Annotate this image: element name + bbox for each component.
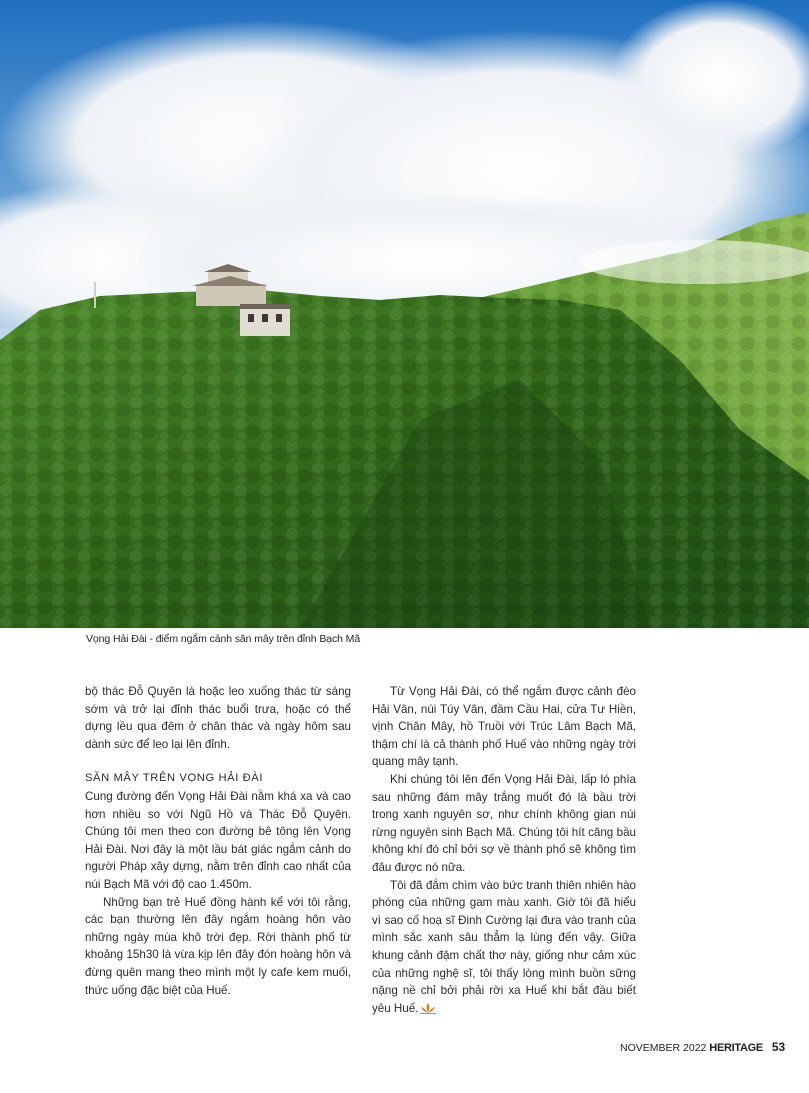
paragraph: Từ Vọng Hải Đài, có thể ngắm được cảnh đèo Hải Vân, núi Túy Vân, đầm Cầu Hai, cửa Tư Hiền, vịnh Chân Mây, hồ Truồi với Trúc Lâm Bạch Mã, thậm chí là cả thành phố Huế vào những ngày trời quang mây tạnh. [372, 685, 636, 769]
caption-text: - điểm ngắm cảnh săn mây trên đỉnh Bạch Mã [146, 633, 361, 645]
page-footer [620, 1040, 785, 1054]
magazine-brand: HERITAGE [709, 1042, 763, 1054]
paragraph-text: Tôi đã đắm chìm vào bức tranh thiên nhiên hào phóng của những gam màu xanh. Giờ tôi đã hiểu vì sao cố hoạ sĩ Đinh Cường lại đưa vào tranh của mình sắc xanh sâu thẳm lạ lùng đến vậy. Giữa khung cảnh đậm chất thơ này, giống như cảm xúc của những nghệ sĩ, tôi thấy lòng mình buồn sững nặng nề chỉ bởi phải rời xa Huế khi bắt đầu biết yêu Huế. [372, 878, 636, 1015]
article-column-right [372, 683, 636, 1017]
article-column-left [85, 683, 351, 999]
page-number: 53 [771, 1040, 786, 1054]
photo-caption [86, 633, 360, 645]
paragraph: Cung đường đến Vọng Hải Đài nằm khá xa và cao hơn nhiều so với Ngũ Hồ và Thác Đỗ Quyên. Chúng tôi men theo con đường bê tông lên Vọng Hải Đài. Nơi đây là một lầu bát giác ngắm cảnh do người Pháp xây dựng, nằm trên đỉnh cao nhất của núi Bạch Mã với độ cao 1.450m. [85, 789, 351, 891]
paragraph: bộ thác Đỗ Quyên là hoặc leo xuống thác từ sáng sớm và trở lại đỉnh thác buổi trưa, hoặc có thể dựng lều qua đêm ở chân thác và ngày hôm sau dành sức để leo lại lên đỉnh. [85, 685, 351, 751]
lotus-end-mark-icon [420, 1003, 436, 1014]
paragraph: Khi chúng tôi lên đến Vọng Hải Đài, lấp ló phía sau những đám mây trắng muốt đó là bầu trời trong xanh nguyên sơ, như chính không gian núi rừng nguyên sinh Bạch Mã. Chúng tôi hít căng bầu không khí đó chỉ bởi sợ về thành phố sẽ không tìm đâu được nó nữa. [372, 772, 636, 874]
issue-date: NOVEMBER 2022 [620, 1042, 707, 1054]
section-heading: SĂN MÂY TRÊN VỌNG HẢI ĐÀI [85, 772, 264, 785]
paragraph: Những bạn trẻ Huế đồng hành kể với tôi rằng, các bạn thường lên đây ngắm hoàng hôn vào những ngày mùa khô trời đẹp. Rời thành phố từ khoảng 15h30 là vừa kịp lên đây đón hoàng hôn và đừng quên mang theo mình một ly cafe kem muối, thức uống đặc biệt của Huế. [85, 895, 351, 997]
caption-place: Vọng Hải Đài [86, 633, 147, 645]
paragraph-last [372, 877, 636, 1018]
